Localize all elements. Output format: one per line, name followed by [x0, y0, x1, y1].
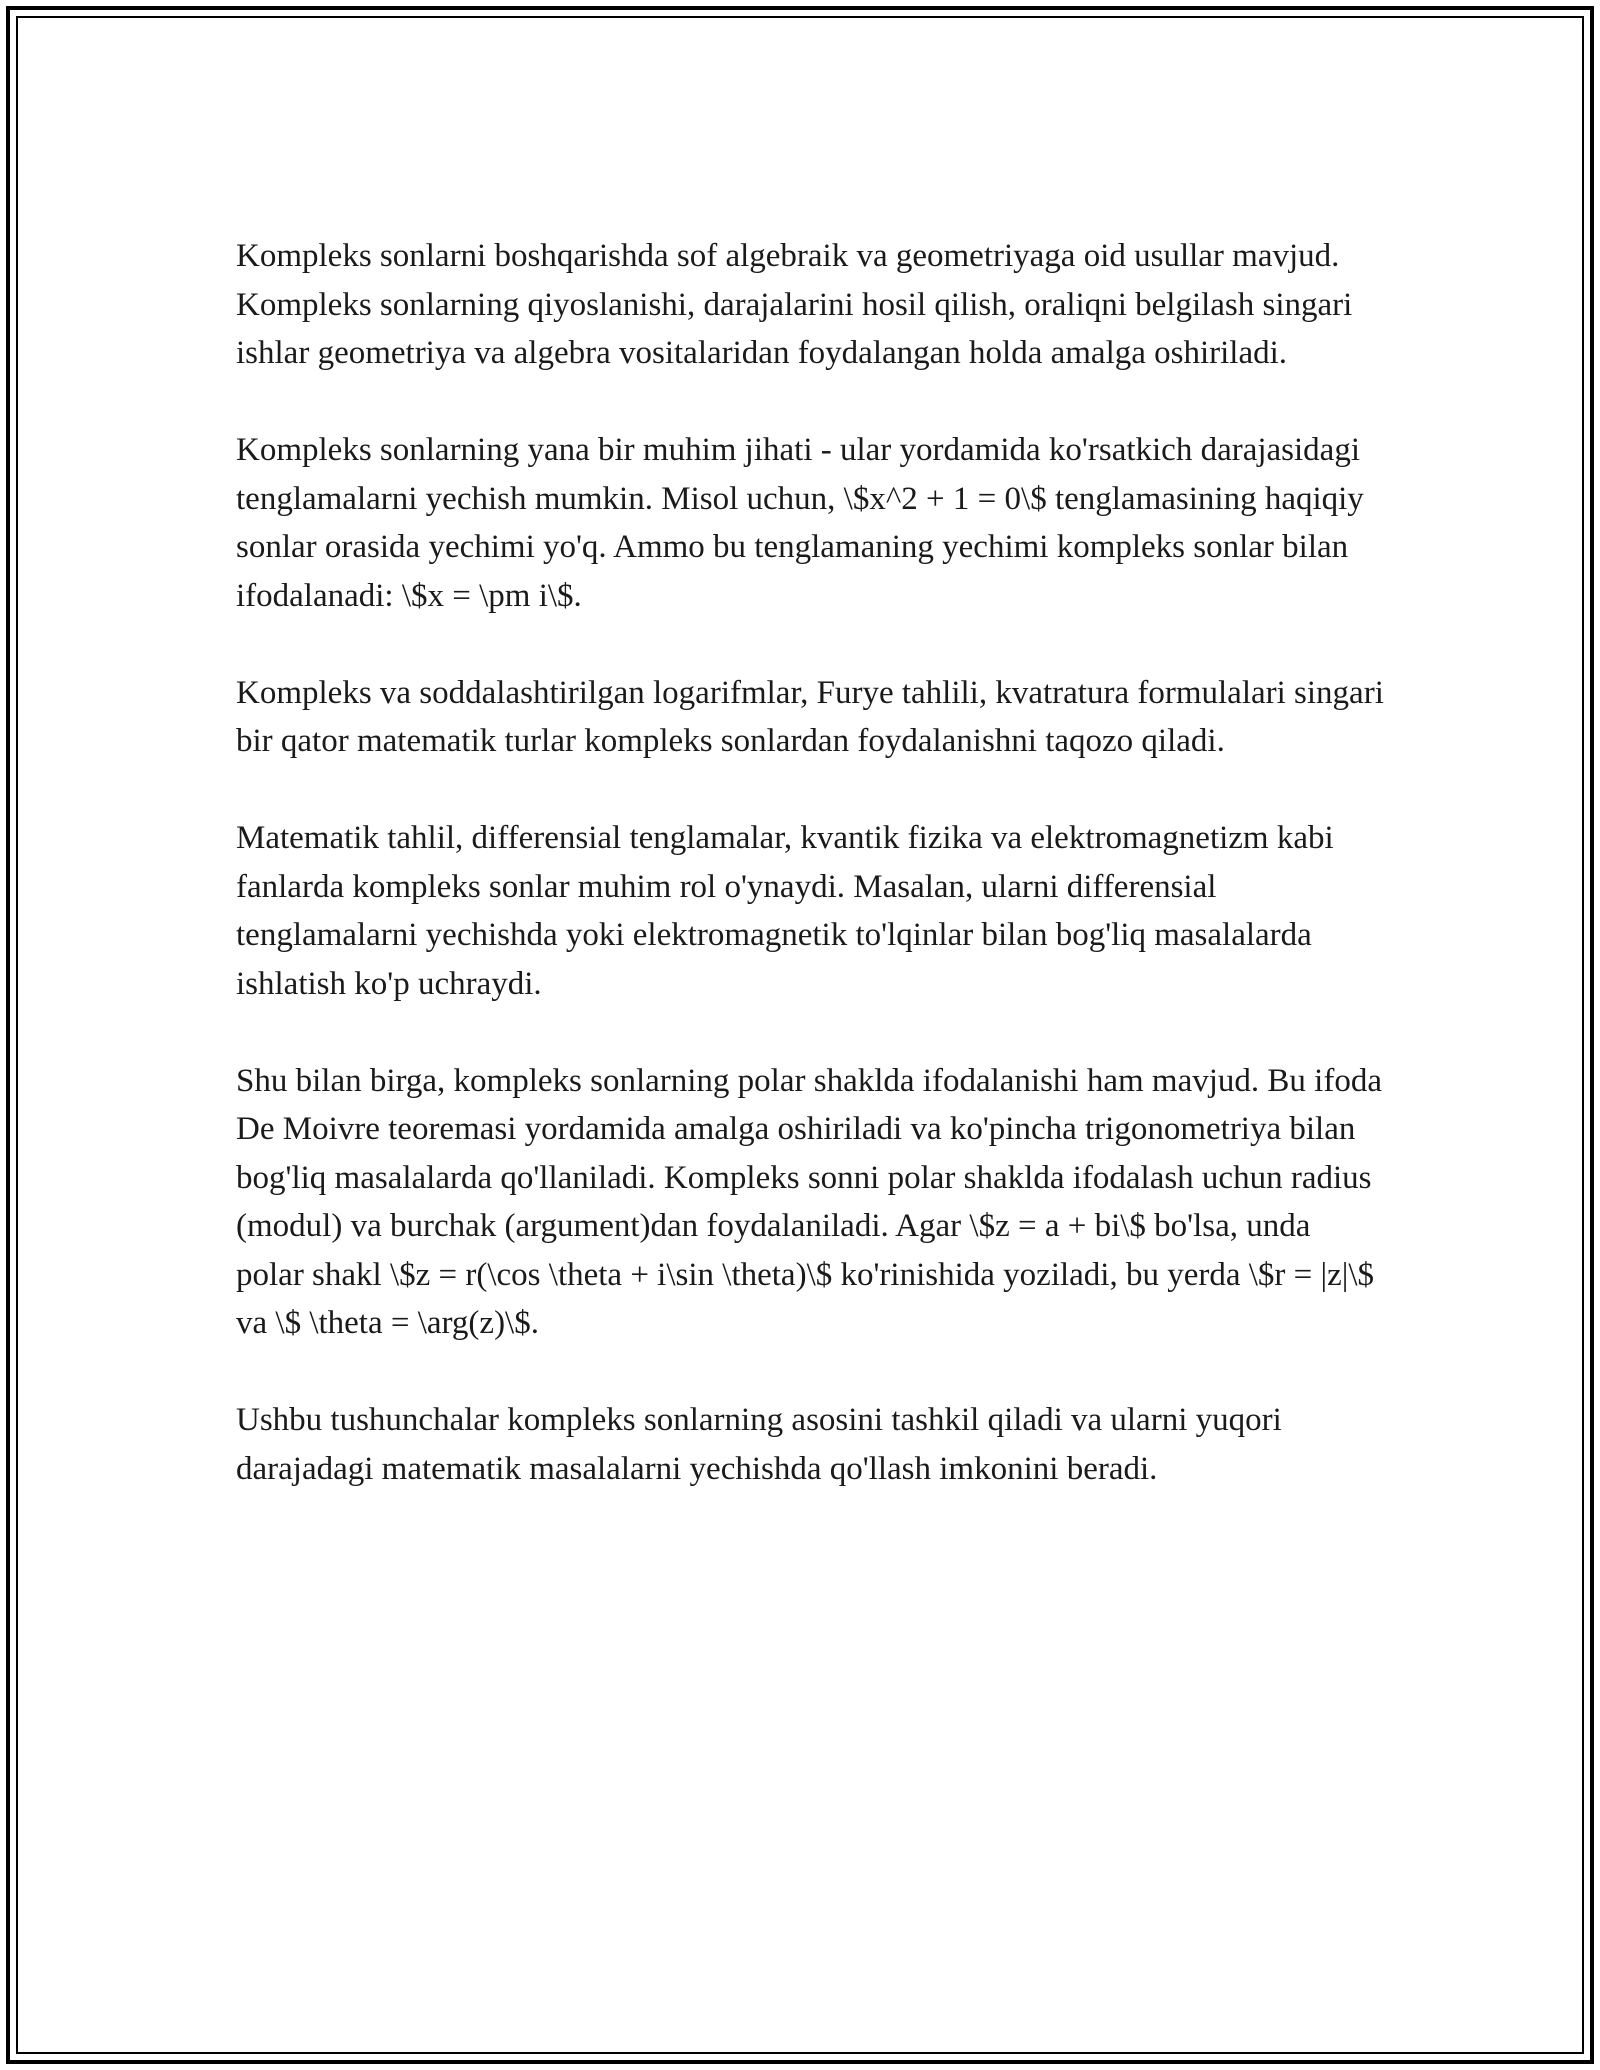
- paragraph: Matematik tahlil, differensial tenglamalar, kvantik fizika va elektromagnetizm kabi fanlarda kompleks sonlar muhim rol o'ynaydi. Masalan, ularni differensial tenglamalarni yechishda yoki elektromagnetik to'lqinlar bilan bog'liq masalalarda ishlatish ko'p uchraydi.: [236, 820, 1334, 1002]
- paragraph: Kompleks sonlarni boshqarishda sof algebraik va geometriyaga oid usullar mavjud. Kompleks sonlarning qiyoslanishi, darajalarini hosil qilish, oraliqni belgilash singari ishlar geometriya va algebra vositalaridan foydalangan holda amalga oshiriladi.: [236, 238, 1353, 371]
- paragraph: Kompleks sonlarning yana bir muhim jihati - ular yordamida ko'rsatkich darajasidagi tenglamalarni yechish mumkin. Misol uchun, \$x^2 + 1 = 0\$ tenglamasining haqiqiy sonlar orasida yechimi yo'q. Ammo bu tenglamaning yechimi kompleks sonlar bilan ifodalanadi: \$x = \pm i\$.: [236, 432, 1364, 614]
- document-body: [236, 232, 1386, 1542]
- paragraph: Ushbu tushunchalar kompleks sonlarning asosini tashkil qiladi va ularni yuqori darajadagi matematik masalalarni yechishda qo'llash imkonini beradi.: [236, 1402, 1282, 1487]
- paragraph: Kompleks va soddalashtirilgan logarifmlar, Furye tahlili, kvatratura formulalari singari bir qator matematik turlar kompleks sonlardan foydalanishni taqozo qiladi.: [236, 674, 1384, 759]
- paragraph: Shu bilan birga, kompleks sonlarning polar shaklda ifodalanishi ham mavjud. Bu ifoda De Moivre teoremasi yordamida amalga oshiriladi va ko'pincha trigonometriya bilan bog'liq masalalarda qo'llaniladi. Kompleks sonni polar shaklda ifodalash uchun radius (modul) va burchak (argument)dan foydalaniladi. Agar \$z = a + bi\$ bo'lsa, unda polar shakl \$z = r(\cos \theta + i\sin \theta)\$ ko'rinishida yoziladi, bu yerda \$r = |z|\$ va \$ \theta = \arg(z)\$.: [236, 1062, 1382, 1341]
